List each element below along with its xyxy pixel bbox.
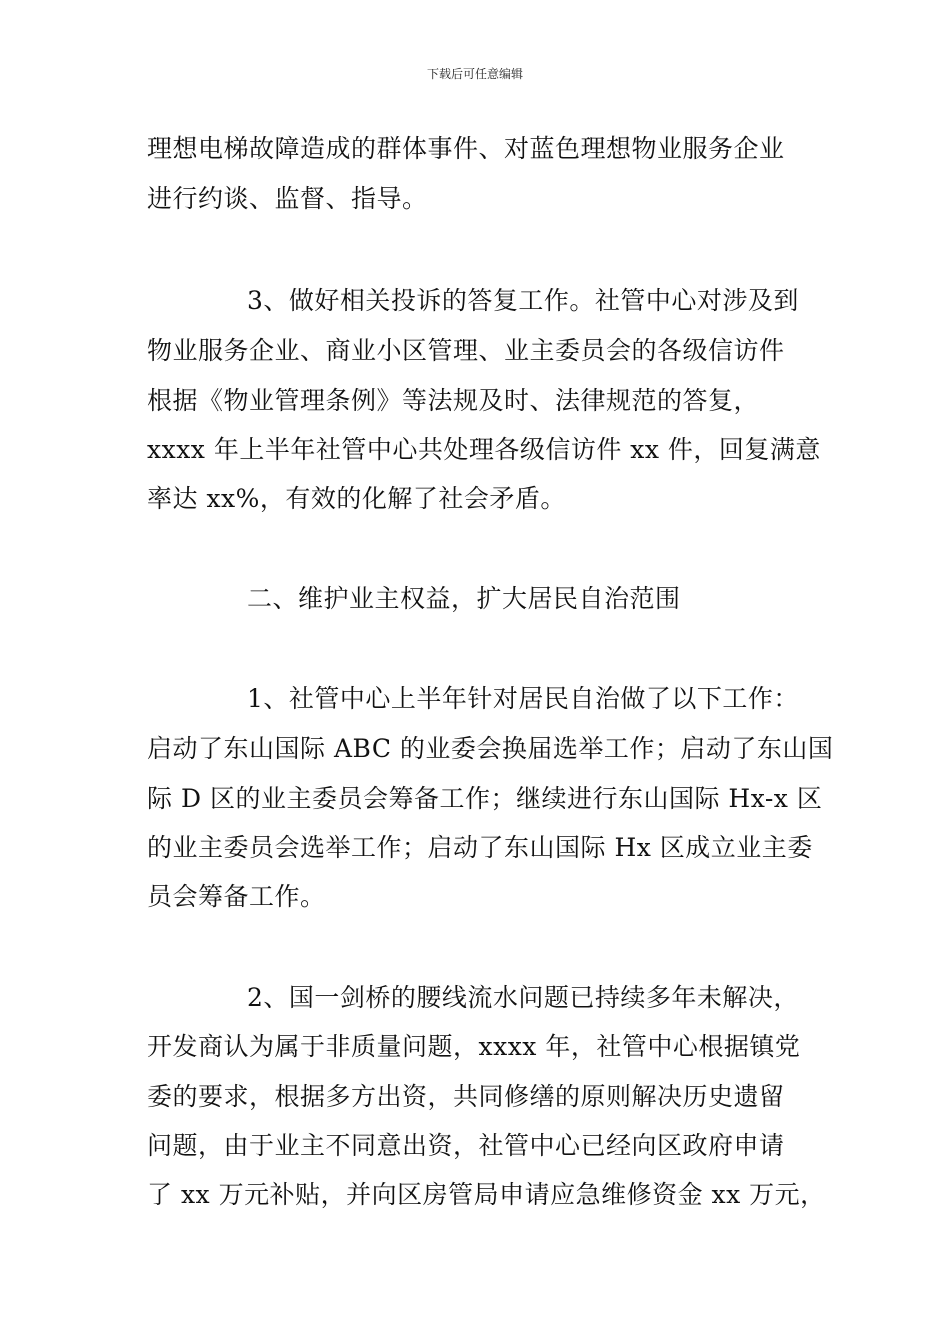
paragraph-line: 了 xx 万元补贴，并向区房管局申请应急维修资金 xx 万元， [147, 1180, 826, 1209]
paragraph-line: 物业服务企业、商业小区管理、业主委员会的各级信访件 [147, 336, 785, 365]
paragraph-line: 理想电梯故障造成的群体事件、对蓝色理想物业服务企业 [147, 134, 785, 163]
paragraph-line: 根据《物业管理条例》等法规及时、法律规范的答复， [147, 386, 760, 415]
paragraph-line: 2、国一剑桥的腰线流水问题已持续多年未解决， [247, 983, 799, 1012]
page-header: 下载后可任意编辑 [426, 67, 523, 81]
section-heading: 二、维护业主权益，扩大居民自治范围 [247, 584, 681, 613]
paragraph-line: 进行约谈、监督、指导。 [147, 184, 428, 213]
paragraph-line: 率达 xx%，有效的化解了社会矛盾。 [147, 484, 566, 513]
paragraph-line: 的业主委员会选举工作；启动了东山国际 Hx 区成立业主委 [147, 833, 813, 862]
paragraph-line: 1、社管中心上半年针对居民自治做了以下工作： [247, 684, 799, 713]
paragraph-line: 员会筹备工作。 [147, 882, 326, 911]
paragraph-line: 委的要求，根据多方出资，共同修缮的原则解决历史遗留 [147, 1082, 785, 1111]
paragraph-line: 际 D 区的业主委员会筹备工作；继续进行东山国际 Hx-x 区 [147, 784, 823, 813]
paragraph-line: 问题，由于业主不同意出资，社管中心已经向区政府申请 [147, 1131, 785, 1160]
paragraph-line: 启动了东山国际 ABC 的业委会换届选举工作；启动了东山国 [147, 734, 834, 763]
paragraph-line: xxxx 年上半年社管中心共处理各级信访件 xx 件，回复满意 [147, 435, 821, 464]
paragraph-line: 开发商认为属于非质量问题，xxxx 年，社管中心根据镇党 [147, 1032, 801, 1061]
paragraph-line: 3、做好相关投诉的答复工作。社管中心对涉及到 [247, 286, 799, 315]
